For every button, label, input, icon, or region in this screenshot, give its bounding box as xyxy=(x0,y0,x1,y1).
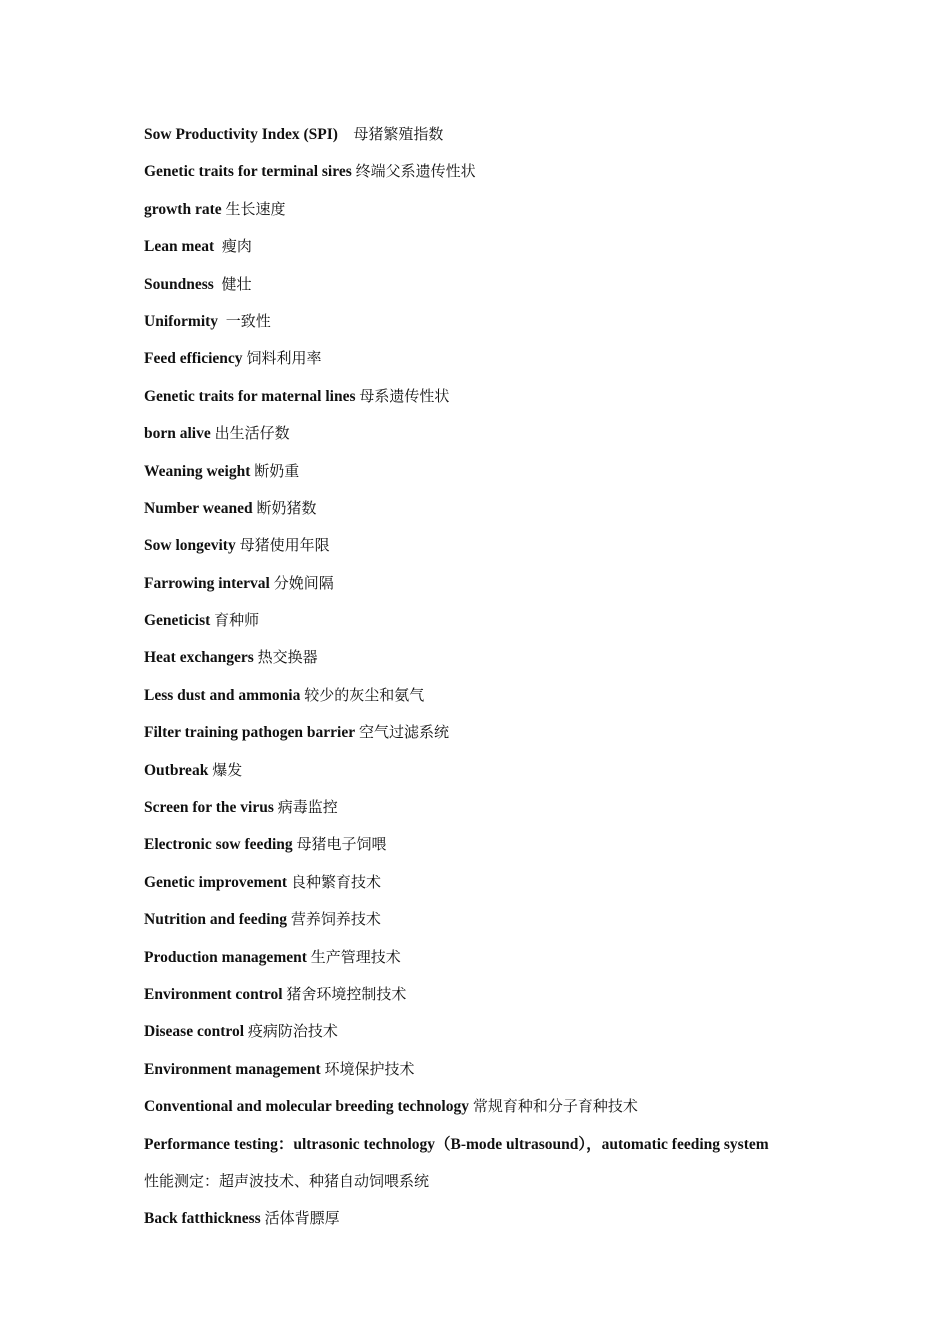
english-term: Disease control xyxy=(144,1023,245,1041)
glossary-entry xyxy=(144,944,864,981)
chinese-translation: 性能测定：超声波技术、种猪自动饲喂系统 xyxy=(144,1171,430,1190)
english-term: Farrowing interval xyxy=(144,574,270,592)
english-term: Feed efficiency xyxy=(144,350,243,368)
glossary-entry xyxy=(144,719,864,756)
glossary-entry xyxy=(144,458,864,495)
glossary-entry xyxy=(144,682,864,719)
chinese-translation: 母猪使用年限 xyxy=(239,536,330,555)
chinese-translation: 爆发 xyxy=(212,760,243,779)
glossary-entry xyxy=(144,1093,864,1130)
chinese-translation: 较少的灰尘和氨气 xyxy=(304,685,425,704)
english-term: Less dust and ammonia xyxy=(144,686,301,704)
chinese-translation: 病毒监控 xyxy=(277,798,338,817)
english-term: Genetic improvement xyxy=(144,873,288,891)
glossary-entry xyxy=(144,121,864,158)
glossary-entry xyxy=(144,158,864,195)
english-term: Uniformity xyxy=(144,312,219,330)
english-term: Outbreak xyxy=(144,761,209,779)
english-term: Conventional and molecular breeding technology xyxy=(144,1098,469,1116)
glossary-entry xyxy=(144,196,864,233)
english-term: Sow Productivity Index (SPI) xyxy=(144,126,338,143)
chinese-translation: 猪舍环境控制技术 xyxy=(286,984,407,1003)
english-term: Performance testing：ultrasonic technology（B-mode ultrasound），automatic feeding system xyxy=(144,1135,769,1153)
glossary-entry xyxy=(144,345,864,382)
glossary-entry xyxy=(144,757,864,794)
english-term: Weaning weight xyxy=(144,462,251,480)
chinese-translation: 良种繁育技术 xyxy=(290,872,381,891)
glossary-entry xyxy=(144,869,864,906)
glossary-entry xyxy=(144,308,864,345)
chinese-translation: 疫病防治技术 xyxy=(247,1022,338,1041)
term-separator xyxy=(218,313,226,330)
chinese-translation: 母系遗传性状 xyxy=(359,386,450,405)
chinese-translation: 常规育种和分子育种技术 xyxy=(472,1097,638,1116)
english-term: Lean meat xyxy=(144,238,215,256)
glossary-entry xyxy=(144,906,864,943)
chinese-translation: 分娩间隔 xyxy=(273,573,334,592)
english-term: Nutrition and feeding xyxy=(144,911,287,929)
chinese-translation: 空气过滤系统 xyxy=(358,723,449,742)
chinese-translation: 出生活仔数 xyxy=(214,424,290,443)
chinese-translation: 热交换器 xyxy=(257,648,318,667)
chinese-translation: 生长速度 xyxy=(225,199,286,218)
chinese-translation: 母猪电子饲喂 xyxy=(296,835,387,854)
glossary-entry xyxy=(144,1056,864,1093)
english-term: Production management xyxy=(144,948,307,966)
chinese-translation: 饲料利用率 xyxy=(246,349,322,368)
chinese-translation: 瘦肉 xyxy=(221,237,252,256)
english-term: Heat exchangers xyxy=(144,649,254,667)
glossary-entry xyxy=(144,1018,864,1055)
chinese-translation: 健壮 xyxy=(221,274,252,293)
glossary-entry xyxy=(144,981,864,1018)
english-term: Filter training pathogen barrier xyxy=(144,724,356,742)
glossary-entry xyxy=(144,644,864,681)
chinese-translation: 断奶重 xyxy=(254,461,300,480)
term-separator xyxy=(214,238,222,255)
chinese-translation: 断奶猪数 xyxy=(256,498,317,517)
glossary-entry xyxy=(144,532,864,569)
glossary-entry xyxy=(144,570,864,607)
english-term: Back fatthickness xyxy=(144,1210,261,1228)
english-term: Screen for the virus xyxy=(144,799,274,817)
glossary-entry xyxy=(144,420,864,457)
glossary-list xyxy=(144,121,864,1243)
term-separator xyxy=(214,276,222,293)
chinese-translation: 生产管理技术 xyxy=(310,947,401,966)
chinese-translation: 终端父系遗传性状 xyxy=(355,162,476,181)
glossary-entry xyxy=(144,1131,864,1168)
chinese-translation: 活体背膘厚 xyxy=(264,1209,340,1228)
glossary-entry xyxy=(144,271,864,308)
glossary-entry xyxy=(144,1205,864,1242)
english-term: Soundness xyxy=(144,275,214,293)
chinese-translation: 母猪繁殖指数 xyxy=(353,125,444,143)
glossary-entry xyxy=(144,495,864,532)
chinese-translation: 营养饲养技术 xyxy=(290,910,381,929)
english-term: Genetic traits for maternal lines xyxy=(144,387,356,405)
english-term: Genetic traits for terminal sires xyxy=(144,163,352,181)
chinese-translation: 环境保护技术 xyxy=(324,1059,415,1078)
english-term: Environment management xyxy=(144,1060,321,1078)
glossary-entry xyxy=(144,794,864,831)
chinese-translation: 一致性 xyxy=(225,311,271,330)
english-term: Environment control xyxy=(144,985,283,1003)
english-term: born alive xyxy=(144,425,211,443)
glossary-entry xyxy=(144,383,864,420)
term-separator xyxy=(338,126,354,143)
english-term: Number weaned xyxy=(144,499,253,517)
glossary-entry-continued xyxy=(144,1168,864,1205)
glossary-entry xyxy=(144,607,864,644)
english-term: Electronic sow feeding xyxy=(144,836,293,854)
english-term: Sow longevity xyxy=(144,537,236,555)
glossary-entry xyxy=(144,831,864,868)
english-term: growth rate xyxy=(144,200,222,218)
glossary-entry xyxy=(144,233,864,270)
english-term: Geneticist xyxy=(144,612,211,630)
chinese-translation: 育种师 xyxy=(214,611,260,630)
